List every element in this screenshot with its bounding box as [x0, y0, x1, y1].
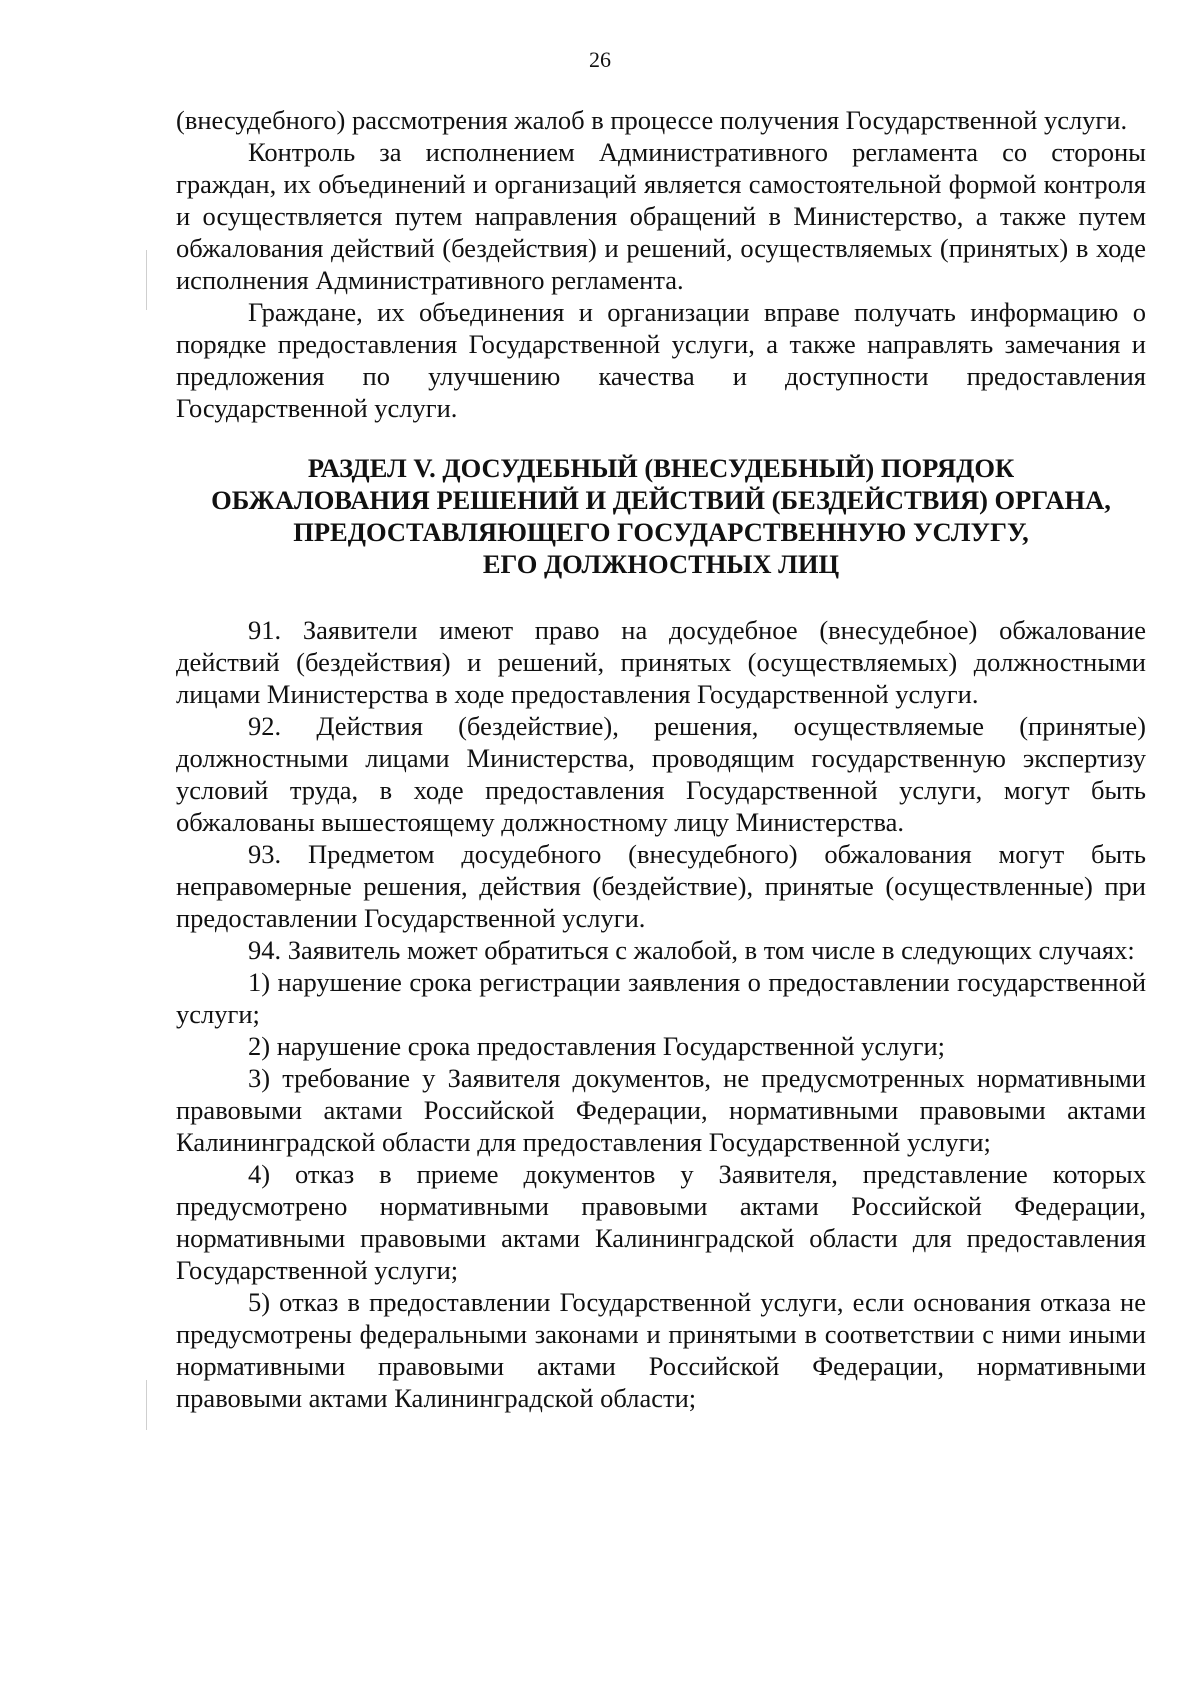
list-item: 3) требование у Заявителя документов, не предусмотренных нормативными правовыми актами Российской Федерации, нормативными правовыми актами Калининградской области для предоставления Государственной услуги;	[176, 1063, 1146, 1157]
list-item: 4) отказ в приеме документов у Заявителя, представление которых предусмотрено нормативными правовыми актами Российской Федерации, нормативными правовыми актами Калининградской области для предоставления Государственной услуги;	[176, 1159, 1146, 1285]
section-heading-line: ПРЕДОСТАВЛЯЮЩЕГО ГОСУДАРСТВЕННУЮ УСЛУГУ,	[293, 517, 1029, 547]
section-heading-line: ЕГО ДОЛЖНОСТНЫХ ЛИЦ	[482, 549, 840, 579]
page-number: 26	[589, 47, 611, 72]
clause-paragraph: 92. Действия (бездействие), решения, осуществляемые (принятые) должностными лицами Министерства, проводящим государственную экспертизу условий труда, в ходе предоставления Государственной услуги, могут быть обжалованы вышестоящему должностному лицу Министерства.	[176, 711, 1146, 837]
clause-paragraph: 94. Заявитель может обратиться с жалобой, в том числе в следующих случаях:	[248, 935, 1135, 965]
scan-margin-mark	[146, 250, 147, 310]
clause-paragraph: 93. Предметом досудебного (внесудебного) обжалования могут быть неправомерные решения, действия (бездействие), принятые (осуществленные) при предоставлении Государственной услуги.	[176, 839, 1146, 933]
document-body	[176, 104, 1146, 1414]
paragraph: Граждане, их объединения и организации вправе получать информацию о порядке предоставления Государственной услуги, а также направлять замечания и предложения по улучшению качества и доступности предоставления Государственной услуги.	[176, 297, 1146, 423]
section-heading-line: РАЗДЕЛ V. ДОСУДЕБНЫЙ (ВНЕСУДЕБНЫЙ) ПОРЯДОК	[307, 453, 1015, 483]
list-item: 1) нарушение срока регистрации заявления о предоставлении государственной услуги;	[176, 967, 1146, 1029]
clause-paragraph: 91. Заявители имеют право на досудебное (внесудебное) обжалование действий (бездействия) и решений, принятых (осуществляемых) должностными лицами Министерства в ходе предоставления Государственной услуги.	[176, 615, 1146, 709]
list-item: 2) нарушение срока предоставления Государственной услуги;	[248, 1031, 945, 1061]
scan-margin-mark	[146, 1380, 147, 1430]
list-item: 5) отказ в предоставлении Государственной услуги, если основания отказа не предусмотрены федеральными законами и принятыми в соответствии с ними иными нормативными правовыми актами Российской Федерации, нормативными правовыми актами Калининградской области;	[176, 1287, 1146, 1413]
section-heading	[176, 452, 1146, 580]
paragraph: Контроль за исполнением Административного регламента со стороны граждан, их объединений и организаций является самостоятельной формой контроля и осуществляется путем направления обращений в Министерство, а также путем обжалования действий (бездействия) и решений, осуществляемых (принятых) в ходе исполнения Административного регламента.	[176, 137, 1146, 295]
paragraph: (внесудебного) рассмотрения жалоб в процессе получения Государственной услуги.	[176, 105, 1128, 135]
section-heading-line: ОБЖАЛОВАНИЯ РЕШЕНИЙ И ДЕЙСТВИЙ (БЕЗДЕЙСТВИЯ) ОРГАНА,	[211, 485, 1111, 515]
